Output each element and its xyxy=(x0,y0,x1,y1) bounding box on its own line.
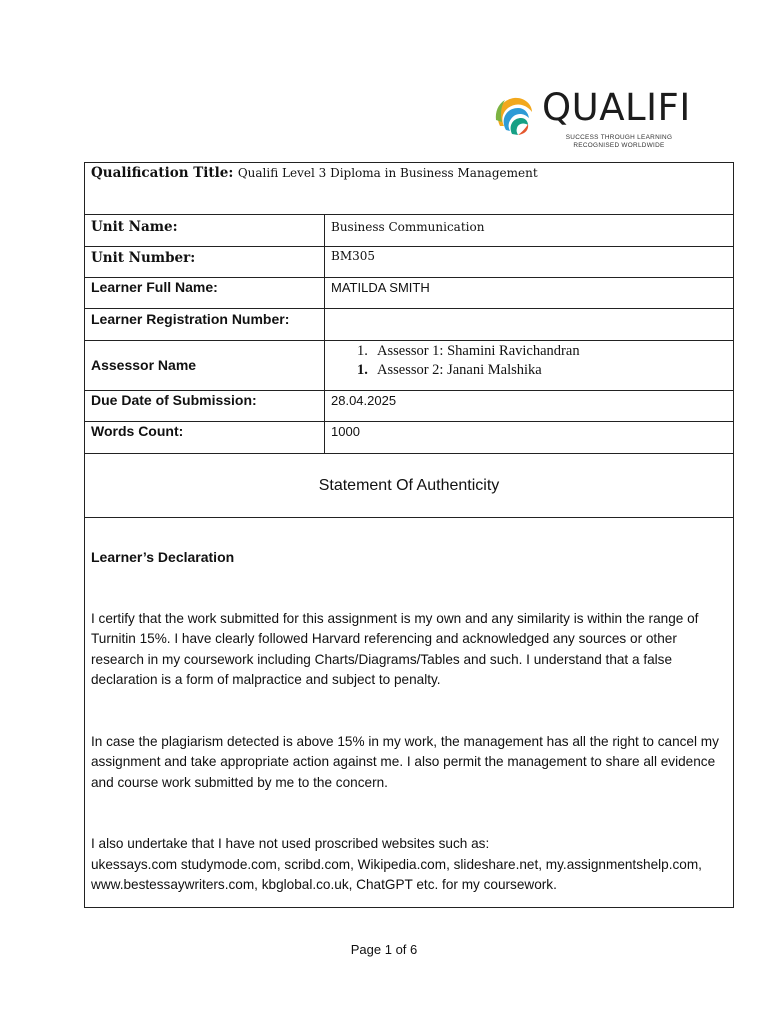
unit-name-value: Business Communication xyxy=(331,220,485,234)
words-count-label: Words Count: xyxy=(91,423,184,439)
declaration-paragraph-1: I certify that the work submitted for this assignment is my own and any similarity is within the range of Turnitin 15%. I have clearly followed Harvard referencing and acknowledged any sources or other research in my coursework including Charts/Diagrams/Tables and such. I understand that a false declaration is a form of malpractice and subject to penalty. xyxy=(91,610,699,687)
assessor-item: 1. Assessor 2: Janani Malshika xyxy=(357,362,542,378)
page-number: Page 1 of 6 xyxy=(350,942,418,957)
registration-row xyxy=(85,309,734,341)
qualifi-logo xyxy=(492,86,702,152)
unit-name-row xyxy=(85,215,734,247)
assessor-row xyxy=(85,341,734,391)
declaration-heading: Learner’s Declaration xyxy=(91,549,235,565)
logo-tagline: SUCCESS THROUGH LEARNING RECOGNISED WORLDWIDE xyxy=(565,134,673,149)
due-date-label: Due Date of Submission: xyxy=(91,392,257,408)
assessor-label: Assessor Name xyxy=(91,356,197,373)
declaration-paragraph-4: ukessays.com studymode.com, scribd.com, Wikipedia.com, slideshare.net, my.assignmentshelp.com, www.bestessaywriters.com, kbglobal.co.uk, ChatGPT etc. for my coursework. xyxy=(91,856,702,892)
learner-name-row xyxy=(85,278,734,309)
unit-number-value: BM305 xyxy=(331,249,376,263)
unit-name-label: Unit Name: xyxy=(91,219,178,235)
assessor-list xyxy=(331,342,727,380)
learner-name-label: Learner Full Name: xyxy=(91,279,218,295)
due-date-value: 28.04.2025 xyxy=(331,393,397,408)
words-count-value: 1000 xyxy=(331,424,360,439)
words-count-row xyxy=(85,422,734,454)
assignment-cover-table xyxy=(84,162,734,908)
statement-title-row xyxy=(85,454,734,518)
registration-label: Learner Registration Number: xyxy=(91,311,290,327)
unit-number-label: Unit Number: xyxy=(91,250,196,266)
assessor-item: 1. Assessor 1: Shamini Ravichandran xyxy=(357,343,580,359)
declaration-row xyxy=(85,518,734,908)
qualification-value: Qualifi Level 3 Diploma in Business Management xyxy=(237,166,538,180)
unit-number-row xyxy=(85,247,734,278)
qualification-row xyxy=(85,163,734,215)
statement-title: Statement Of Authenticity xyxy=(318,476,500,494)
qualifi-swirl-icon xyxy=(492,92,538,138)
declaration-paragraph-2: In case the plagiarism detected is above 15% in my work, the management has all the right to cancel my assignment and take appropriate action against me. I also permit the management to share all evidence and course work submitted by me to the concern. xyxy=(91,733,719,790)
due-date-row xyxy=(85,391,734,422)
declaration-paragraph-3: I also undertake that I have not used proscribed websites such as: xyxy=(91,836,490,851)
learner-name-value: MATILDA SMITH xyxy=(331,280,430,295)
qualification-label: Qualification Title: xyxy=(91,165,234,181)
logo-wordmark: QUALIFI xyxy=(542,86,691,129)
